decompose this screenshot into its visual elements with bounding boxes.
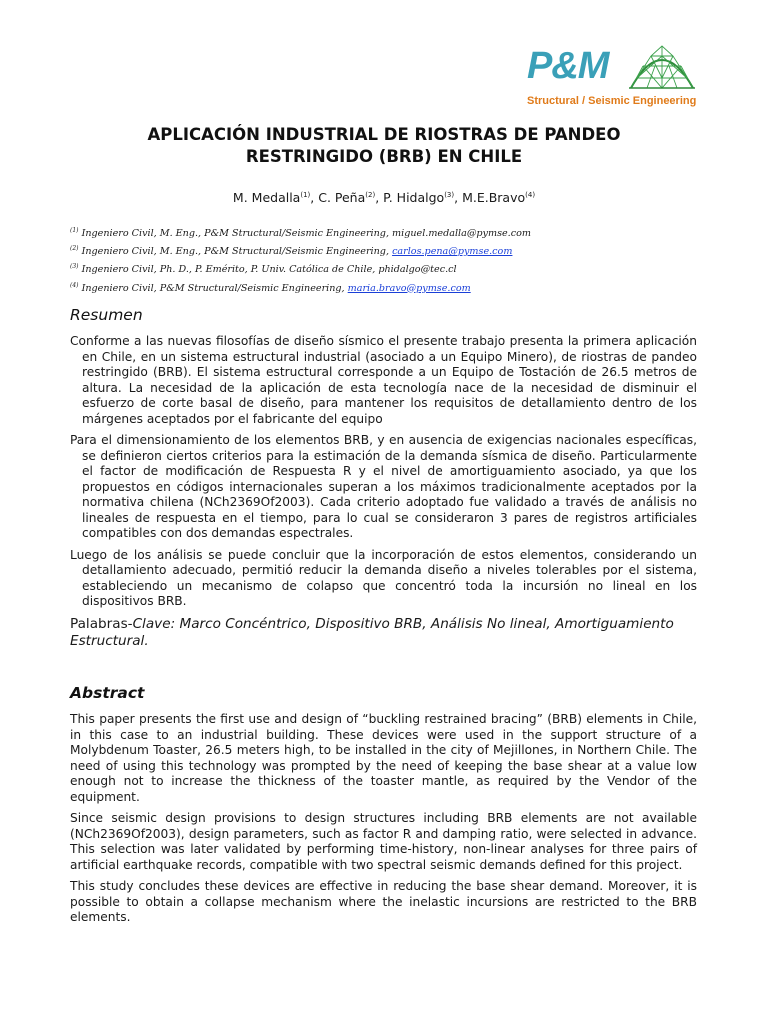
affiliation-text: Ingeniero Civil, P&M Structural/Seismic Engineering, [81, 282, 348, 294]
geodesic-dome-icon [627, 40, 697, 92]
author-name: C. Peña [318, 190, 366, 205]
affiliation-mark: (1) [70, 227, 79, 234]
abstract-body [70, 712, 697, 932]
keywords-text: Clave: Marco Concéntrico, Dispositivo BRB, Análisis No lineal, Amortiguamiento Estructural. [70, 615, 674, 649]
affiliation-item [70, 278, 710, 296]
title-line: APLICACIÓN INDUSTRIAL DE RIOSTRAS DE PANDEO [147, 125, 621, 144]
affiliation-text: Ingeniero Civil, Ph. D., P. Emérito, P. Univ. Católica de Chile, phidalgo@tec.cl [81, 264, 457, 276]
abstract-paragraph: This paper presents the first use and design of “buckling restrained bracing” (BRB) elements in Chile, in this case to an industrial building. These devices were used in the support structure of a Molybdenum Toaster, 26.5 meters high, to be installed in the city of Mejillones, in Northern Chile. The need of using this technology was prompted by the need of keeping the base shear at a value low enough not to increase the thickness of the toaster mantle, as required by the Vendor of the equipment. [70, 712, 697, 804]
author-separator: , [454, 190, 463, 205]
author-separator: , [310, 190, 319, 205]
company-logo [527, 40, 702, 112]
affiliation-list [70, 223, 710, 296]
abstract-paragraph: This study concludes these devices are effective in reducing the base shear demand. Moreover, it is possible to obtain a collapse mechanism where the inelastic incursions are restricted to the BRB elements. [70, 879, 697, 924]
resumen-paragraph: Luego de los análisis se puede concluir que la incorporación de estos elementos, considerando un detallamiento adecuado, permitió reducir la demanda diseño a niveles tolerables por el sistema, estableciendo un mecanismo de colapso que concentró toda la incursión no lineal en los dispositivos BRB. [70, 547, 697, 608]
paper-title [100, 124, 668, 168]
author-mark: (2) [365, 190, 376, 199]
keywords-label: Palabras- [70, 615, 133, 632]
resumen-heading: Resumen [70, 306, 143, 324]
affiliation-item [70, 223, 710, 241]
keywords [70, 616, 697, 650]
author-mark: (1) [300, 190, 311, 199]
affiliation-mark: (3) [70, 263, 79, 271]
author-name: M. Medalla [232, 190, 301, 205]
resumen-paragraph: Conforme a las nuevas filosofías de diseño sísmico el presente trabajo presenta la primera aplicación en Chile, en un sistema estructural industrial (asociado a un Equipo Minero), de riostras de pandeo restringido (BRB). El sistema estructural corresponde a un Equipo de Tostación de 26.5 metros de altura. La necesidad de la aplicación de esta tecnología nace de la necesidad de disminuir el esfuerzo de corte basal de diseño, para mantener los requisitos de detallamiento dentro de los márgenes aceptados por el fabricante del equipo [70, 334, 697, 426]
title-line: RESTRINGIDO (BRB) EN CHILE [245, 147, 523, 166]
affiliation-text: Ingeniero Civil, M. Eng., P&M Structural/Seismic Engineering, [81, 246, 393, 258]
author-name: P. Hidalgo [383, 190, 445, 205]
affiliation-mark: (4) [70, 281, 79, 289]
author-name: M.E.Bravo [462, 190, 526, 205]
affiliation-item [70, 241, 710, 259]
affiliation-text: Ingeniero Civil, M. Eng., P&M Structural/Seismic Engineering, miguel.medalla@pymse.com [81, 228, 531, 240]
author-mark: (3) [444, 190, 455, 199]
author-mark: (4) [525, 190, 536, 199]
logo-tagline: Structural / Seismic Engineering [527, 95, 697, 107]
author-list [100, 190, 668, 205]
affiliation-item [70, 259, 710, 277]
email-link[interactable]: carlos.pena@pymse.com [392, 246, 513, 258]
affiliation-mark: (2) [70, 245, 79, 253]
abstract-paragraph: Since seismic design provisions to design structures including BRB elements are not available (NCh2369Of2003), design parameters, such as factor R and damping ratio, were selected in advance. This selection was later validated by performing time-history, non-linear analyses for three pairs of artificial earthquake records, compatible with two spectral seismic demands defined for this project. [70, 811, 697, 872]
resumen-body [70, 334, 697, 650]
email-link[interactable]: maria.bravo@pymse.com [347, 282, 471, 294]
resumen-paragraph: Para el dimensionamiento de los elementos BRB, y en ausencia de exigencias nacionales específicas, se definieron ciertos criterios para la estimación de la demanda sísmica de diseño. Particularmente el factor de modificación de Respuesta R y el nivel de amortiguamiento asociado, ya que los propuestos en códigos internacionales superan a los máximos tradicionalmente aceptados por la normativa chilena (NCh2369Of2003). Cada criterio adoptado fue validado a través de análisis no lineales de respuesta en el tiempo, para lo cual se consideraron 3 pares de registros artificiales compatibles con dos demandas espectrales. [70, 433, 697, 540]
logo-brand: P&M [527, 45, 609, 87]
abstract-heading: Abstract [70, 684, 145, 702]
author-separator: , [375, 190, 384, 205]
